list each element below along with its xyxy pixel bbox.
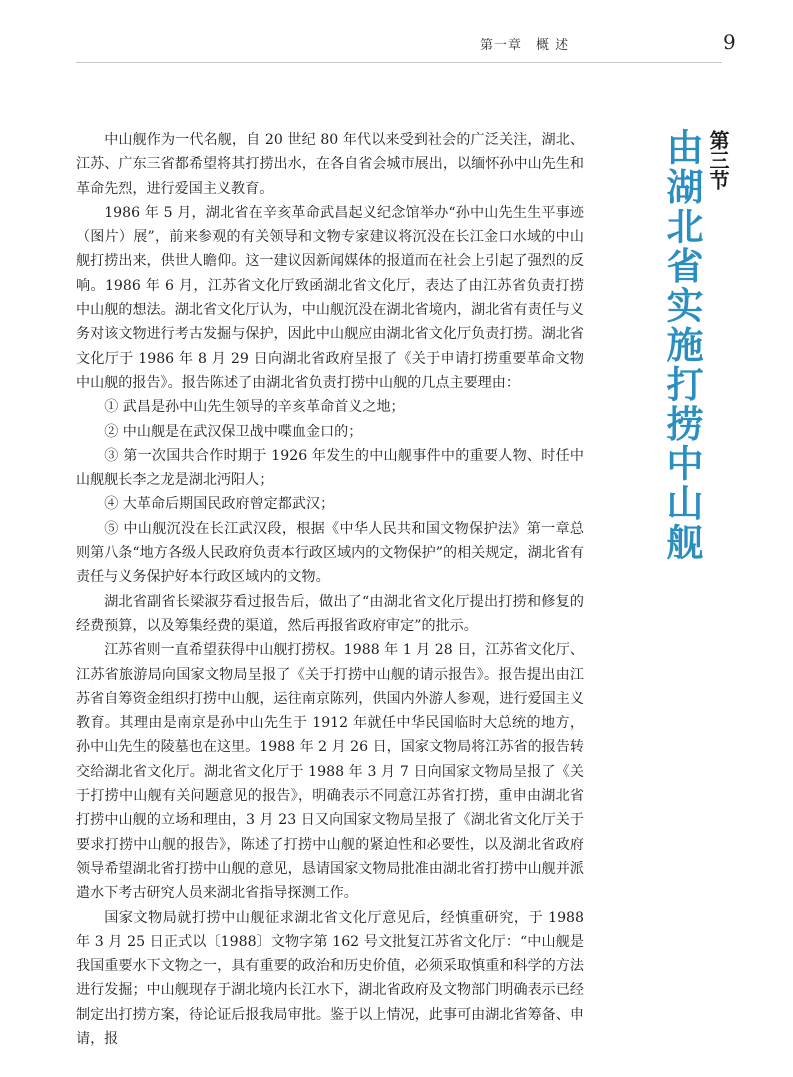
paragraph-reason-2: ② 中山舰是在武汉保卫战中喋血金口的；: [104, 423, 363, 440]
section-title: 由湖北省实施打捞中山舰: [660, 128, 703, 563]
paragraph-reason-1: ① 武昌是孙中山先生领导的辛亥革命首义之地；: [104, 399, 405, 416]
paragraph-state-reply: 国家文物局就打捞中山舰征求湖北省文化厅意见后，经慎重研究，于 1988 年 3 月 25 日正式以〔1988〕文物字第 162 号文批复江苏省文化厅：“中山舰是我国重要水下文物之一，具有重要的政治和历史价值，必须采取慎重和科学的方法进行发掘；中山舰现存于湖北境内长江水下，湖北省政府及文物部门明确表示已经制定出打捞方案，待论证后报我局审批。鉴于以上情况，此事可由湖北省筹备、申请，报: [76, 909, 584, 1047]
header-rule: [76, 62, 722, 63]
paragraph-reason-3: ③ 第一次国共合作时期于 1926 年发生的中山舰事件中的重要人物、时任中山舰舰长李之龙是湖北沔阳人；: [76, 447, 584, 489]
paragraph-vice-governor: 湖北省副省长梁淑芬看过报告后，做出了“由湖北省文化厅提出打捞和修复的经费预算，以及筹集经费的渠道，然后再报省政府审定”的批示。: [76, 593, 584, 634]
body-text: [76, 128, 584, 1051]
running-head: 第一章 概 述: [480, 38, 570, 53]
paragraph-reason-5: ⑤ 中山舰沉没在长江武汉段，根据《中华人民共和国文物保护法》第一章总则第八条“地方各级人民政府负责本行政区域内的文物保护”的相关规定，湖北省有责任与义务保护好本行政区域内的文物。: [76, 520, 584, 586]
paragraph-intro: 中山舰作为一代名舰，自 20 世纪 80 年代以来受到社会的广泛关注，湖北、江苏、广东三省都希望将其打捞出水，在各自省会城市展出，以缅怀孙中山先生和革命先烈，进行爱国主义教育。: [76, 132, 584, 197]
paragraph-jiangsu-request: 江苏省则一直希望获得中山舰打捞权。1988 年 1 月 28 日，江苏省文化厅、江苏省旅游局向国家文物局呈报了《关于打捞中山舰的请示报告》。报告提出由江苏省自筹资金组织打捞中山舰，运往南京陈列，供国内外游人参观，进行爱国主义教育。其理由是南京是孙中山先生于 1912 年就任中华民国临时大总统的地方，孙中山先生的陵墓也在这里。1988 年 2 月 26 日，国家文物局将江苏省的报告转交给湖北省文化厅。湖北省文化厅于 1988 年 3 月 7 日向国家文物局呈报了《关于打捞中山舰有关问题意见的报告》，明确表示不同意江苏省打捞，重申由湖北省打捞中山舰的立场和理由，3 月 23 日又向国家文物局呈报了《湖北省文化厅关于要求打捞中山舰的报告》，陈述了打捞中山舰的紧迫性和必要性，以及湖北省政府领导希望湖北省打捞中山舰的意见，恳请国家文物局批准由湖北省打捞中山舰并派遣水下考古研究人员来湖北省指导探测工作。: [76, 642, 584, 902]
paragraph-reason-4: ④ 大革命后期国民政府曾定都武汉；: [104, 496, 335, 513]
page-number: 9: [723, 30, 736, 54]
section-number-label: 第三节: [706, 130, 730, 190]
paragraph-1986-exhibition: 1986 年 5 月，湖北省在辛亥革命武昌起义纪念馆举办“孙中山先生生平事迹（图片）展”，前来参观的有关领导和文物专家建议将沉没在长江金口水域的中山舰打捞出来，供世人瞻仰。这一建议因新闻媒体的报道而在社会上引起了强烈的反响。1986 年 6 月，江苏省文化厅致函湖北省文化厅，表达了由江苏省负责打捞中山舰的想法。湖北省文化厅认为，中山舰沉没在湖北省境内，湖北省有责任与义务对该文物进行考古发掘与保护，因此中山舰应由湖北省文化厅负责打捞。湖北省文化厅于 1986 年 8 月 29 日向湖北省政府呈报了《关于申请打捞重要革命文物中山舰的报告》。报告陈述了由湖北省负责打捞中山舰的几点主要理由：: [76, 204, 584, 391]
